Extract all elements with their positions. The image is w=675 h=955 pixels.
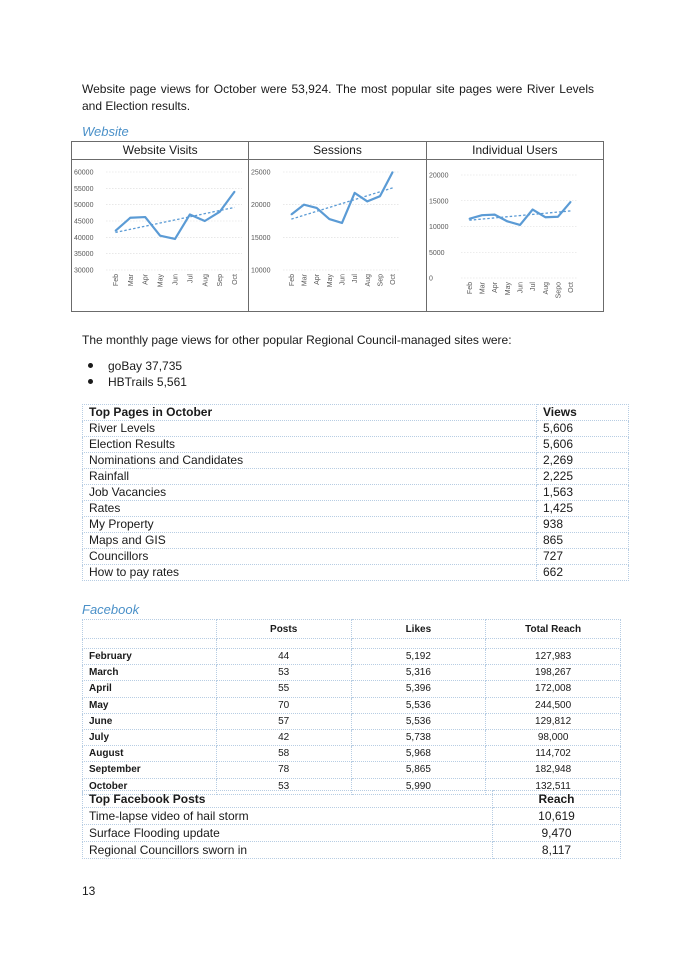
table-cell: April [83,681,217,697]
table-row [83,729,621,745]
table-row [83,762,621,778]
table-cell: 244,500 [486,697,621,713]
y-tick-label: 40000 [74,234,94,242]
table-header-row [83,405,629,421]
table-row [83,697,621,713]
table-cell: July [83,729,217,745]
table-cell: 5,990 [351,778,486,794]
table-cell: 938 [537,517,629,533]
y-tick-label: 20000 [428,172,449,180]
table-row [83,746,621,762]
table-cell: 5,316 [351,665,486,681]
table-cell: 42 [216,729,351,745]
table-row [83,681,621,697]
table-cell: Nominations and Candidates [83,453,537,469]
data-point [159,235,161,237]
series-line [292,172,393,223]
table-spacer-row [83,639,621,649]
table-row [83,517,629,533]
x-tick-label: Jun [172,274,180,286]
data-point [189,214,191,216]
website-heading: Website [82,124,129,139]
table-cell: 1,425 [537,501,629,517]
table-cell: 98,000 [486,729,621,745]
table-row [83,665,621,681]
website-visits-chart [72,142,249,311]
data-point [380,195,382,197]
table-cell: 172,008 [486,681,621,697]
table-cell: 53 [216,665,351,681]
table-row [83,825,621,842]
table-row [83,421,629,437]
x-tick-label: Oct [232,274,240,285]
table-cell: March [83,665,217,681]
table-cell: Election Results [83,437,537,453]
data-point [557,216,559,218]
table-cell: Councillors [83,549,537,565]
table-row [83,437,629,453]
website-visits-plot [72,160,249,312]
table-cell: My Property [83,517,537,533]
table-cell: October [83,778,217,794]
data-point [144,216,146,218]
table-header-row [83,620,621,639]
x-tick-label: Jul [352,274,360,283]
table-cell: 127,983 [486,649,621,665]
trendline [292,188,393,219]
x-tick-label: Aug [542,282,550,295]
sessions-plot [249,160,426,312]
y-tick-label: 60000 [74,169,94,177]
table-cell: 53 [216,778,351,794]
x-tick-label: Feb [466,282,474,295]
table-cell: 78 [216,762,351,778]
x-tick-label: Feb [289,274,297,287]
table-cell: 5,536 [351,713,486,729]
y-tick-label: 10000 [251,267,271,275]
top-pages-table [82,404,629,581]
table-cell: 5,738 [351,729,486,745]
x-tick-label: May [504,282,512,296]
table-cell: 727 [537,549,629,565]
table-row [83,549,629,565]
table-header-cell: Views [537,405,629,421]
table-cell: 9,470 [493,825,621,842]
data-point [519,224,521,226]
intro-paragraph: Website page views for October were 53,924. The most popular site pages were River Levels and Election results. [82,82,594,113]
x-tick-label: May [157,274,165,288]
website-charts [71,141,604,312]
list-item-text: HBTrails 5,561 [108,375,187,389]
data-point [392,171,394,173]
x-tick-label: Apr [142,274,150,285]
table-cell: 8,117 [493,842,621,859]
x-tick-label: Mar [479,282,487,295]
facebook-stats-table [82,619,621,795]
table-cell: February [83,649,217,665]
chart-title: Sessions [249,142,425,160]
data-point [204,220,206,222]
table-header-cell: Top Pages in October [83,405,537,421]
table-cell: June [83,713,217,729]
table-cell: 1,563 [537,485,629,501]
table-header-cell [83,620,217,639]
table-cell: 198,267 [486,665,621,681]
table-cell: Surface Flooding update [83,825,493,842]
y-tick-label: 20000 [251,202,271,210]
chart-title: Website Visits [72,142,248,160]
x-tick-label: Aug [202,274,210,287]
table-cell: Time-lapse video of hail storm [83,808,493,825]
y-tick-label: 55000 [74,185,94,193]
data-point [544,216,546,218]
data-point [367,201,369,203]
table-cell: Regional Councillors sworn in [83,842,493,859]
y-tick-label: 35000 [74,251,94,259]
list-item [88,358,187,374]
table-cell: 5,606 [537,421,629,437]
y-tick-label: 15000 [428,198,449,206]
data-point [494,214,496,216]
table-header-cell: Top Facebook Posts [83,791,493,808]
data-point [354,192,356,194]
data-point [219,211,221,213]
sessions-chart [249,142,426,311]
bullet-icon [88,363,93,368]
data-point [234,191,236,193]
data-point [291,214,293,216]
table-row [83,649,621,665]
y-tick-label: 10000 [428,224,449,231]
table-cell: How to pay rates [83,565,537,581]
table-cell: September [83,762,217,778]
table-header-cell: Reach [493,791,621,808]
x-tick-label: Jun [339,274,347,286]
x-tick-label: Oct [567,282,575,293]
table-cell: 5,192 [351,649,486,665]
y-tick-label: 15000 [251,234,271,242]
table-cell: 5,396 [351,681,486,697]
data-point [468,218,470,220]
data-point [329,218,331,220]
table-cell: 662 [537,565,629,581]
chart-title: Individual Users [427,142,603,160]
x-tick-label: Sep [377,274,385,287]
data-point [532,209,534,211]
other-sites-list [88,358,187,390]
table-cell: 5,865 [351,762,486,778]
x-tick-label: Oct [390,274,398,285]
data-point [130,217,132,219]
table-cell: Job Vacancies [83,485,537,501]
table-cell: May [83,697,217,713]
facebook-heading: Facebook [82,602,140,617]
individual-users-plot [427,160,604,312]
y-tick-label: 5000 [428,249,445,257]
table-cell: 58 [216,746,351,762]
page-number: 13 [82,884,96,898]
table-header-cell: Posts [216,620,351,639]
data-point [506,221,508,223]
table-cell: River Levels [83,421,537,437]
top-facebook-posts-table [82,790,621,859]
table-cell: 44 [216,649,351,665]
table-cell: 2,225 [537,469,629,485]
table-cell: 132,511 [486,778,621,794]
x-tick-label: Apr [491,282,499,293]
x-tick-label: Jun [517,282,525,294]
y-tick-label: 30000 [74,267,94,275]
table-row [83,469,629,485]
table-row [83,485,629,501]
table-row [83,808,621,825]
table-cell: Rainfall [83,469,537,485]
x-tick-label: Mar [301,274,309,287]
y-tick-label: 45000 [74,218,94,226]
table-cell: 865 [537,533,629,549]
x-tick-label: Jul [187,274,195,283]
table-cell: Rates [83,501,537,517]
data-point [570,201,572,203]
table-row [83,713,621,729]
x-tick-label: Sep [217,274,225,287]
data-point [481,214,483,216]
table-header-cell: Likes [351,620,486,639]
series-line [115,192,234,239]
y-tick-label: 50000 [74,202,94,210]
data-point [316,207,318,209]
table-cell: 129,812 [486,713,621,729]
x-tick-label: Jul [529,282,537,291]
table-cell: August [83,746,217,762]
trendline [115,207,234,232]
x-tick-label: Apr [314,274,322,285]
table-cell: 2,269 [537,453,629,469]
list-item-text: goBay 37,735 [108,359,183,373]
data-point [304,204,306,206]
table-row [83,533,629,549]
table-cell: 10,619 [493,808,621,825]
table-cell: 55 [216,681,351,697]
data-point [174,238,176,240]
individual-users-chart [427,142,603,311]
x-tick-label: May [327,274,335,288]
table-header-cell: Total Reach [486,620,621,639]
y-tick-label: 0 [428,275,433,283]
x-tick-label: Feb [112,274,120,287]
data-point [115,230,117,232]
table-cell: 70 [216,697,351,713]
table-cell: 114,702 [486,746,621,762]
table-row [83,842,621,859]
table-row [83,565,629,581]
table-header-row [83,791,621,808]
table-row [83,501,629,517]
series-line [469,202,570,225]
y-tick-label: 25000 [251,169,271,177]
other-sites-text: The monthly page views for other popular Regional Council-managed sites were: [82,333,512,347]
table-cell: 5,606 [537,437,629,453]
x-tick-label: Mar [127,274,135,287]
table-cell: 57 [216,713,351,729]
table-cell: 5,536 [351,697,486,713]
x-tick-label: Sepo [555,282,563,299]
table-cell: 182,948 [486,762,621,778]
table-row [83,453,629,469]
list-item [88,374,187,390]
table-cell: 5,968 [351,746,486,762]
x-tick-label: Aug [365,274,373,287]
table-cell: Maps and GIS [83,533,537,549]
bullet-icon [88,379,93,384]
data-point [342,222,344,224]
